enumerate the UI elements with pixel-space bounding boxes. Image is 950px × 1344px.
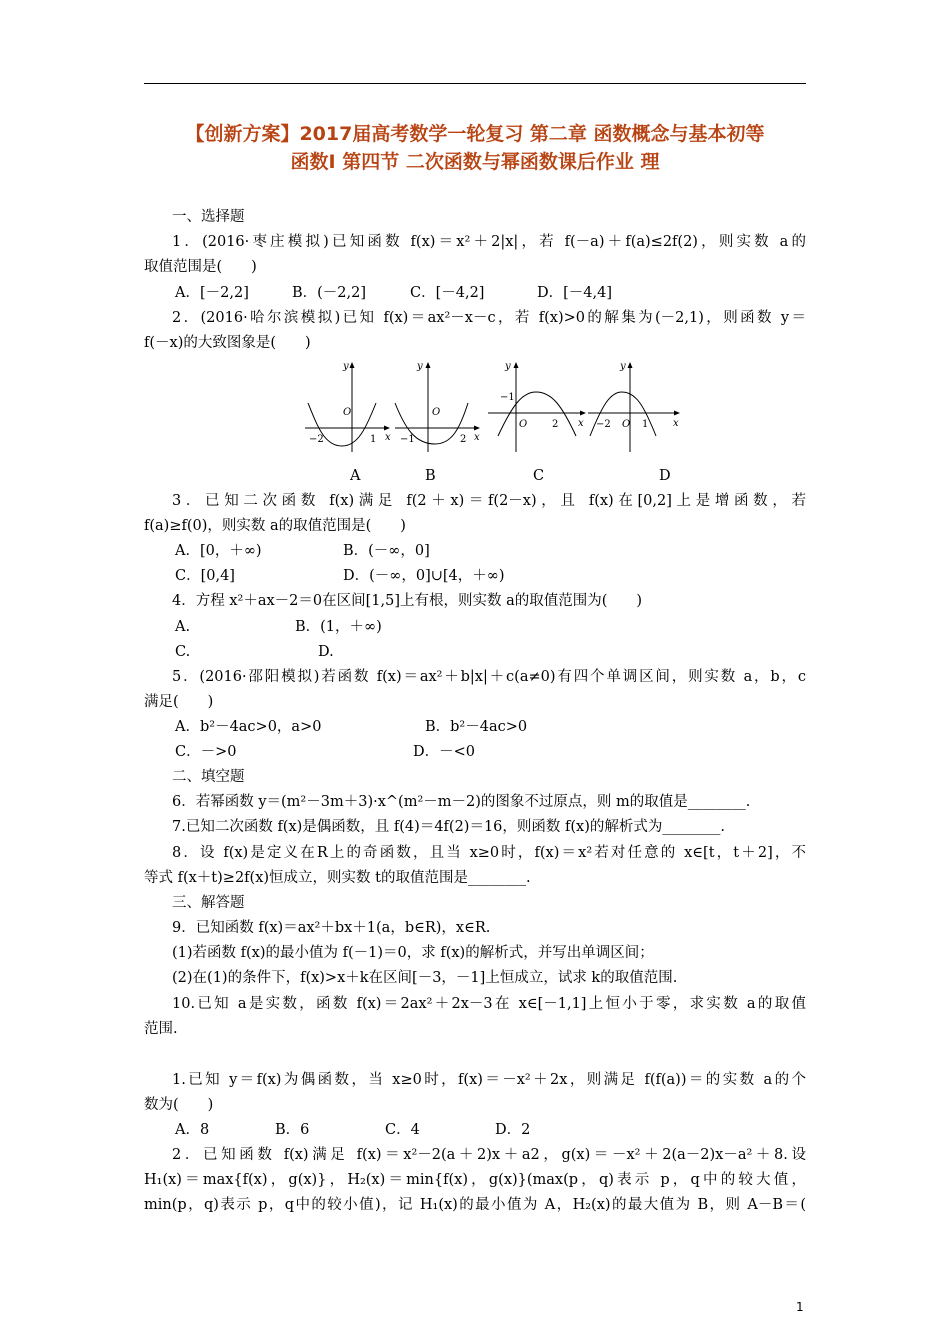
q2-graph-label-d: D <box>659 468 671 484</box>
b1-text: 1.已知 y＝f(x)为偶函数，当 x≥0时，f(x)＝－x²＋2x，则满足 f(f(a))＝的实数 a的个 <box>172 1072 806 1088</box>
q1-option-d: D．[－4,4] <box>537 285 612 301</box>
q5-option-c: C．－>0 <box>175 744 237 760</box>
b1-option-b: B．6 <box>275 1122 310 1138</box>
q2-text: 2．(2016·哈尔滨模拟)已知 f(x)＝ax²－x－c，若 f(x)>0的解集为(－2,1)，则函数 y＝ <box>172 310 806 326</box>
graph-a-x-label: x <box>385 432 391 443</box>
graph-d-x-arrow <box>674 411 680 416</box>
q4-option-d: D. <box>318 644 334 660</box>
q5-option-d: D．－<0 <box>413 744 476 760</box>
graph-d-origin: O <box>622 419 631 430</box>
graph-a-y-label: y <box>343 361 349 372</box>
graph-d-x-label: x <box>673 418 679 429</box>
graph-c-tick-minus1: −1 <box>500 392 515 403</box>
q3-text: 3．已知二次函数 f(x)满足 f(2＋x)＝f(2－x)，且 f(x)在[0,2]上是增函数，若 <box>172 493 806 509</box>
graph-d-tick-minus2: −2 <box>596 419 611 430</box>
q5-option-a: A．b²－4ac>0，a>0 <box>175 719 322 735</box>
q4-option-a: A. <box>175 619 191 635</box>
q9-text: 9．已知函数 f(x)＝ax²＋bx＋1(a，b∈R)，x∈R. <box>172 920 491 936</box>
graph-c-x-arrow <box>580 411 586 416</box>
q3-text-cont: f(a)≥f(0)，则实数 a的取值范围是( ) <box>144 518 406 534</box>
q10-text-cont: 范围. <box>144 1021 178 1037</box>
q3-option-a: A．[0，＋∞) <box>175 543 262 559</box>
q3-option-d: D．(－∞，0]∪[4，＋∞) <box>343 568 505 584</box>
b2-text: 2．已知函数 f(x)满足 f(x)＝x²－2(a＋2)x＋a2，g(x)＝－x²＋2(a－2)x－a²＋8.设 <box>172 1147 806 1163</box>
q1-text: 1．(2016·枣庄模拟)已知函数 f(x)＝x²＋2|x|，若 f(－a)＋f(a)≤2f(2)，则实数 a的 <box>172 234 806 250</box>
b1-text-cont: 数为( ) <box>144 1097 214 1113</box>
graph-b-origin: O <box>432 407 441 418</box>
q8-text: 8．设 f(x)是定义在R上的奇函数，且当 x≥0时，f(x)＝x²若对任意的 x∈[t，t＋2]，不 <box>172 845 806 861</box>
b1-option-a: A．8 <box>175 1122 210 1138</box>
q3-option-b: B．(－∞，0] <box>343 543 430 559</box>
graph-b-y-label: y <box>417 361 423 372</box>
graph-d-tick-1: 1 <box>642 419 649 430</box>
b2-text-cont2: min(p，q)表示 p，q中的较小值)，记 H₁(x)的最小值为 A，H₂(x)的最大值为 B，则 A－B＝( <box>144 1197 806 1213</box>
q1-option-a: A．[－2,2] <box>175 285 249 301</box>
graph-c-y-arrow <box>514 362 519 368</box>
q9-part1: (1)若函数 f(x)的最小值为 f(－1)＝0，求 f(x)的解析式，并写出单调区间； <box>172 945 654 961</box>
q9-part2: (2)在(1)的条件下，f(x)>x＋k在区间[－3，－1]上恒成立，试求 k的取值范围. <box>172 970 678 986</box>
q2-graph-label-c: C <box>533 468 545 484</box>
q5-option-b: B．b²－4ac>0 <box>425 719 528 735</box>
graph-b-x-arrow <box>474 426 480 431</box>
q2-graph-label-a: A <box>350 468 361 484</box>
q2-graph-label-b: B <box>425 468 436 484</box>
q5-text: 5．(2016·邵阳模拟)若函数 f(x)＝ax²＋b|x|＋c(a≠0)有四个单调区间，则实数 a，b，c <box>172 669 806 685</box>
doc-title-line1: 【创新方案】2017届高考数学一轮复习 第二章 函数概念与基本初等 <box>185 123 765 145</box>
q1-option-b: B．(－2,2] <box>292 285 367 301</box>
graph-c-tick-2: 2 <box>552 419 559 430</box>
graph-b-tick-2: 2 <box>460 434 467 445</box>
q1-option-c: C．[－4,2] <box>410 285 485 301</box>
doc-title-line2: 函数Ⅰ 第四节 二次函数与幂函数课后作业 理 <box>290 151 660 173</box>
q10-text: 10.已知 a是实数，函数 f(x)＝2ax²＋2x－3在 x∈[－1,1]上恒小于零，求实数 a的取值 <box>172 996 806 1012</box>
page-number: 1 <box>796 1300 804 1314</box>
q4-text: 4．方程 x²＋ax－2＝0在区间[1,5]上有根，则实数 a的取值范围为( ) <box>172 593 643 609</box>
graph-a-x-arrow <box>384 426 390 431</box>
graph-a-y-arrow <box>350 362 355 368</box>
q8-text-cont: 等式 f(x＋t)≥2f(x)恒成立，则实数 t的取值范围是________. <box>144 870 531 886</box>
b1-option-d: D．2 <box>495 1122 531 1138</box>
section-solve: 三、解答题 <box>172 895 245 911</box>
graph-a-origin: O <box>343 407 352 418</box>
q2-graphs-figure <box>300 356 690 456</box>
q5-text-cont: 满足( ) <box>144 694 214 710</box>
q4-option-b: B．(1，＋∞) <box>295 619 382 635</box>
graph-a-tick-1: 1 <box>370 434 377 445</box>
graph-c-x-label: x <box>578 418 584 429</box>
q7-text: 7.已知二次函数 f(x)是偶函数，且 f(4)＝4f(2)＝16，则函数 f(x)的解析式为________. <box>172 819 725 835</box>
graph-c-origin: O <box>519 419 528 430</box>
section-fill: 二、填空题 <box>172 769 245 785</box>
graph-d-y-arrow <box>628 362 633 368</box>
graph-d-y-label: y <box>620 361 626 372</box>
q2-text-cont: f(－x)的大致图象是( ) <box>144 335 311 351</box>
graph-c-y-label: y <box>505 361 511 372</box>
q4-option-c: C. <box>175 644 191 660</box>
q3-option-c: C．[0,4] <box>175 568 235 584</box>
graph-b-y-arrow <box>426 362 431 368</box>
graph-a-tick-minus2: −2 <box>309 434 324 445</box>
q6-text: 6．若幂函数 y＝(m²－3m＋3)·x^(m²－m－2)的图象不过原点，则 m的取值是________. <box>172 794 751 810</box>
b1-option-c: C．4 <box>385 1122 420 1138</box>
header-rule <box>144 83 806 84</box>
graph-b-x-label: x <box>474 432 480 443</box>
section-choice: 一、选择题 <box>172 209 245 225</box>
graph-b-tick-minus1: −1 <box>400 434 415 445</box>
b2-text-cont1: H₁(x)＝max{f(x)，g(x)}，H₂(x)＝min{f(x)，g(x)}(max(p，q)表示 p，q中的较大值， <box>144 1172 806 1188</box>
q1-text-cont: 取值范围是( ) <box>144 259 257 275</box>
